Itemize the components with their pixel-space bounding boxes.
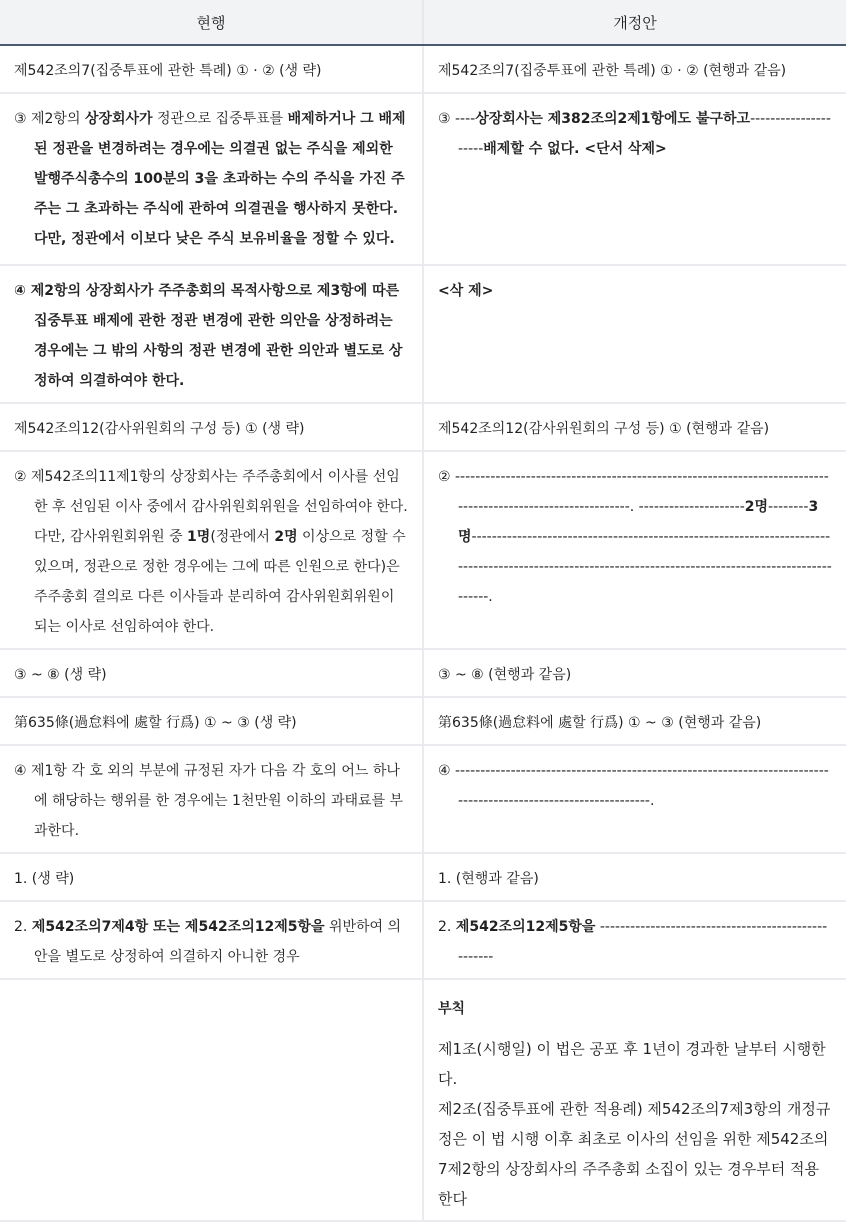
paragraph: [14, 756, 408, 846]
text: 제542조의7(집중투표에 관한 특례) ① · ② (생 략): [14, 63, 322, 79]
paragraph: [438, 414, 832, 444]
current-cell: [0, 853, 423, 901]
text: --------: [768, 499, 809, 515]
text: ④ ----------------------------------------------------------------------------------------------------------------.: [438, 763, 829, 809]
text: ④ 제1항 각 호 외의 부분에 규정된 자가 다음 각 호의 어느 하나에 해당하는 행위를 한 경우에는 1천만원 이하의 과태료를 부과한다.: [14, 763, 404, 839]
proposed-cell: [423, 403, 846, 451]
paragraph: [14, 276, 408, 396]
paragraph: [14, 864, 408, 894]
bold-text: 2명: [274, 529, 298, 545]
paragraph: [14, 56, 408, 86]
current-cell: [0, 649, 423, 697]
table-row: [0, 265, 846, 403]
bold-text: 제542조의12제5항을: [455, 919, 596, 935]
text: ③ ~ ⑧ (현행과 같음): [438, 667, 572, 683]
text: ---------------------: [458, 111, 831, 157]
table-row: [0, 45, 846, 93]
paragraph: [438, 104, 832, 164]
proposed-cell: [423, 45, 846, 93]
bold-text: 배제할 수 없다. <단서 삭제>: [483, 141, 667, 157]
text: ③ 제2항의: [14, 111, 85, 127]
text: ----------------------------------------------------: [458, 919, 828, 965]
text: ② ------------------------------------------------------------------------------------------------------------. ---------------------: [438, 469, 829, 515]
text: (정관에서: [210, 529, 275, 545]
proposed-cell: [423, 697, 846, 745]
proposed-cell: [423, 745, 846, 853]
header-proposed: 개정안: [423, 0, 846, 45]
bold-text: <삭 제>: [438, 283, 494, 299]
bold-text: 상장회사는 제382조의2제1항에도 불구하고: [475, 111, 751, 127]
current-cell: [0, 745, 423, 853]
paragraph: [438, 276, 832, 306]
text: 이상으로 정할 수 있으며, 정관으로 정한 경우에는 그에 따른 인원으로 한다)은 주주총회 결의로 다른 이사들과 분리하여 감사위원회위원이 되는 이사로 선임하여야 한다.: [34, 529, 406, 635]
current-cell: [0, 901, 423, 979]
current-cell: [0, 45, 423, 93]
current-cell-empty: [0, 979, 423, 1221]
text: 1. (현행과 같음): [438, 871, 539, 887]
paragraph: [438, 56, 832, 86]
paragraph: [438, 756, 832, 816]
proposed-cell: [423, 649, 846, 697]
paragraph: [438, 708, 832, 738]
proposed-cell: [423, 451, 846, 649]
proposed-cell: [423, 93, 846, 265]
paragraph: [14, 912, 408, 972]
table-row: [0, 853, 846, 901]
bold-text: 제542조의7제4항 또는 제542조의12제5항을: [31, 919, 325, 935]
text: -------------------------------------------------------------------------------------------------------------------------------------------------------.: [458, 529, 832, 605]
bold-text: 상장회사가: [84, 111, 153, 127]
paragraph: [14, 708, 408, 738]
paragraph: [14, 104, 408, 254]
text: 2.: [14, 919, 32, 935]
current-cell: [0, 403, 423, 451]
table-row: [0, 901, 846, 979]
text: 第635條(過怠料에 處할 行爲) ① ~ ③ (생 략): [14, 715, 297, 731]
text: 1. (생 략): [14, 871, 75, 887]
text: 제542조의12(감사위원회의 구성 등) ① (생 략): [14, 421, 305, 437]
text: 위반하여 의안을 별도로 상정하여 의결하지 아니한 경우: [34, 919, 402, 965]
proposed-cell: [423, 853, 846, 901]
table-row: [0, 403, 846, 451]
paragraph: [438, 660, 832, 690]
text: 정관으로 집중투표를: [152, 111, 288, 127]
addenda-article-1: 제1조(시행일) 이 법은 공포 후 1년이 경과한 날부터 시행한다.: [438, 1040, 826, 1088]
current-cell: [0, 697, 423, 745]
text: ② 제542조의11제1항의 상장회사는 주주총회에서 이사를 선임한 후 선임된 이사 중에서 감사위원회위원을 선임하여야 한다. 다만, 감사위원회위원 중: [14, 469, 408, 545]
bold-text: 배제하거나 그 배제된 정관을 변경하려는 경우에는 의결권 없는 주식을 제외한 발행주식총수의 100분의 3을 초과하는 수의 주식을 가진 주주는 그 초과하는 주식에 관하여 의결권을 행사하지 못한다. 다만, 정관에서 이보다 낮은 주식 보유비율을 정할 수 있다.: [34, 111, 406, 247]
current-cell: [0, 93, 423, 265]
addenda-title: 부칙: [438, 1001, 466, 1017]
paragraph: [438, 912, 832, 972]
paragraph: [438, 462, 832, 612]
bold-text: 3명: [458, 499, 819, 545]
text: 제542조의7(집중투표에 관한 특례) ① · ② (현행과 같음): [438, 63, 787, 79]
table-row: [0, 697, 846, 745]
text: 제542조의12(감사위원회의 구성 등) ① (현행과 같음): [438, 421, 770, 437]
addenda-article-2: 제2조(집중투표에 관한 적용례) 제542조의7제3항의 개정규정은 이 법 시행 이후 최초로 이사의 선임을 위한 제542조의7제2항의 상장회사의 주주총회 소집이 있는 경우부터 적용한다: [438, 1100, 831, 1208]
table-row: [0, 745, 846, 853]
paragraph: [438, 864, 832, 894]
text: ③ ~ ⑧ (생 략): [14, 667, 107, 683]
proposed-cell: [423, 901, 846, 979]
text: ③ ----: [438, 111, 476, 127]
header-current: 현행: [0, 0, 423, 45]
current-cell: [0, 265, 423, 403]
text: 2.: [438, 919, 456, 935]
table-row: [0, 451, 846, 649]
bold-text: ④ 제2항의 상장회사가 주주총회의 목적사항으로 제3항에 따른 집중투표 배제에 관한 정관 변경에 관한 의안을 상정하려는 경우에는 그 밖의 사항의 정관 변경에 관한 의안과 별도로 상정하여 의결하여야 한다.: [14, 283, 403, 389]
header-row: [0, 0, 846, 45]
paragraph: [14, 414, 408, 444]
addenda-row: [0, 979, 846, 1221]
paragraph: [14, 462, 408, 642]
current-cell: [0, 451, 423, 649]
table-row: [0, 649, 846, 697]
proposed-cell: [423, 265, 846, 403]
bold-text: 1명: [187, 529, 211, 545]
bold-text: 2명: [744, 499, 769, 515]
table-row: [0, 93, 846, 265]
text: 第635條(過怠料에 處할 行爲) ① ~ ③ (현행과 같음): [438, 715, 762, 731]
paragraph: [14, 660, 408, 690]
addenda-cell: [423, 979, 846, 1221]
